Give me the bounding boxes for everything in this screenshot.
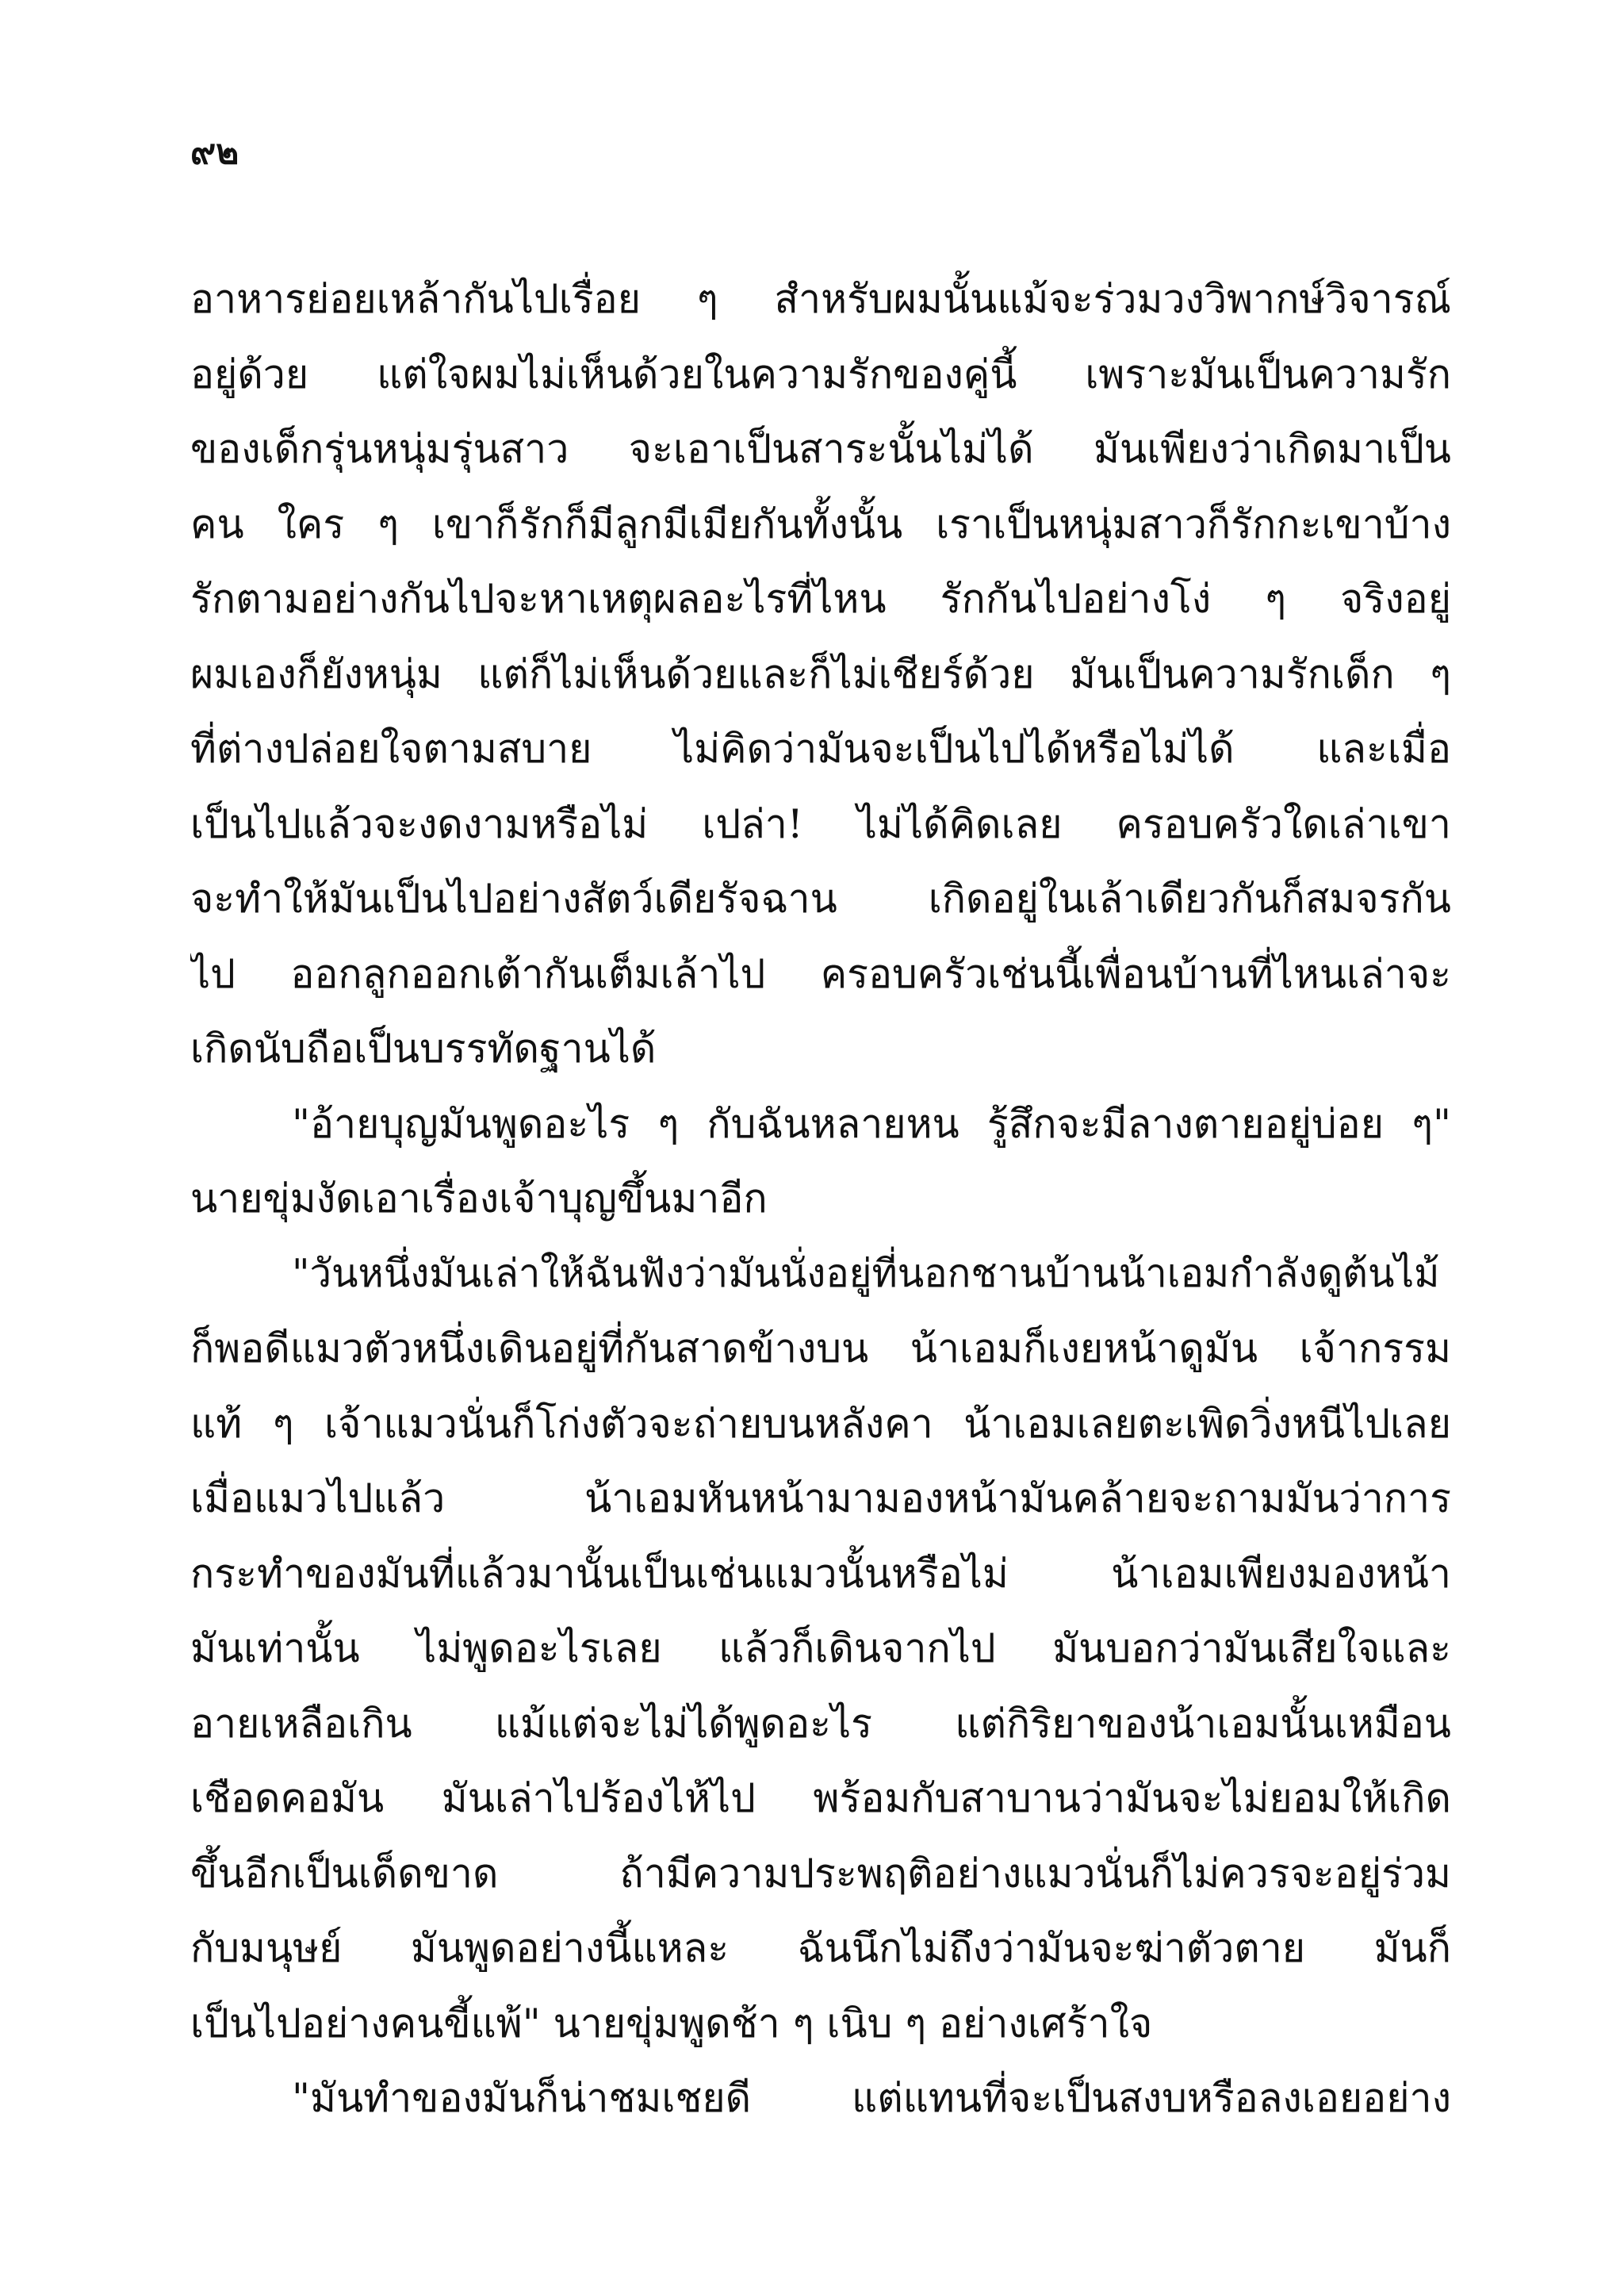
text-line: แท้ ๆ เจ้าแมวนั่นก็โก่งตัวจะถ่ายบนหลังคา น้าเอมเลยตะเพิดวิ่งหนีไปเลย [190, 1400, 1451, 1447]
text-line: ของเด็กรุ่นหนุ่มรุ่นสาว จะเอาเป็นสาระนั้นไม่ได้ มันเพียงว่าเกิดมาเป็น [190, 426, 1451, 472]
text-line: เมื่อแมวไปแล้ว น้าเอมหันหน้ามามองหน้ามันคล้ายจะถามมันว่าการ [190, 1475, 1451, 1521]
text-line: ผมเองก็ยังหนุ่ม แต่ก็ไม่เห็นด้วยและก็ไม่เชียร์ด้วย มันเป็นความรักเด็ก ๆ [190, 650, 1451, 697]
text-line: เป็นไปอย่างคนขี้แพ้" นายขุ่มพูดช้า ๆ เนิบ ๆ อย่างเศร้าใจ [190, 2000, 1153, 2046]
text-line: กระทำของมันที่แล้วมานั้นเป็นเช่นแมวนั้นหรือไม่ น้าเอมเพียงมองหน้า [190, 1550, 1451, 1597]
text-line: เชือดคอมัน มันเล่าไปร้องไห้ไป พร้อมกับสาบานว่ามันจะไม่ยอมให้เกิด [190, 1775, 1451, 1821]
text-line: กับมนุษย์ มันพูดอย่างนี้แหละ ฉันนึกไม่ถึงว่ามันจะฆ่าตัวตาย มันก็ [190, 1925, 1451, 1971]
text-line: คน ใคร ๆ เขาก็รักก็มีลูกมีเมียกันทั้งนั้น เราเป็นหนุ่มสาวก็รักกะเขาบ้าง [190, 501, 1451, 547]
text-line: อยู่ด้วย แต่ใจผมไม่เห็นด้วยในความรักของคู่นี้ เพราะมันเป็นความรัก [190, 351, 1451, 397]
text-line: "วันหนึ่งมันเล่าให้ฉันฟังว่ามันนั่งอยู่ที่นอกชานบ้านน้าเอมกำลังดูต้นไม้ [292, 1250, 1440, 1296]
text-line: จะทำให้มันเป็นไปอย่างสัตว์เดียรัจฉาน เกิดอยู่ในเล้าเดียวกันก็สมจรกัน [190, 876, 1451, 922]
page-number: ๙๒ [190, 132, 239, 172]
text-line: ที่ต่างปล่อยใจตามสบาย ไม่คิดว่ามันจะเป็นไปได้หรือไม่ได้ และเมื่อ [190, 726, 1451, 772]
text-line: เป็นไปแล้วจะงดงามหรือไม่ เปล่า! ไม่ได้คิดเลย ครอบครัวใดเล่าเขา [190, 800, 1451, 847]
text-line: รักตามอย่างกันไปจะหาเหตุผลอะไรที่ไหน รักกันไปอย่างโง่ ๆ จริงอยู่ [190, 576, 1451, 622]
text-line: "มันทำของมันก็น่าชมเชยดี แต่แทนที่จะเป็นสงบหรือลงเอยอย่าง [292, 2075, 1451, 2121]
text-line: ขึ้นอีกเป็นเด็ดขาด ถ้ามีความประพฤติอย่างแมวนั่นก็ไม่ควรจะอยู่ร่วม [190, 1850, 1451, 1897]
body-text [190, 262, 1451, 2136]
text-line: นายขุ่มงัดเอาเรื่องเจ้าบุญขึ้นมาอีก [190, 1176, 768, 1222]
text-line: มันเท่านั้น ไม่พูดอะไรเลย แล้วก็เดินจากไป มันบอกว่ามันเสียใจและ [190, 1625, 1451, 1671]
text-line: อาหารย่อยเหล้ากันไปเรื่อย ๆ สำหรับผมนั้นแม้จะร่วมวงวิพากษ์วิจารณ์ [190, 276, 1451, 322]
text-line: เกิดนับถือเป็นบรรทัดฐานได้ [190, 1026, 657, 1072]
text-line: อายเหลือเกิน แม้แต่จะไม่ได้พูดอะไร แต่กิริยาของน้าเอมนั้นเหมือน [190, 1700, 1451, 1747]
text-line: ไป ออกลูกออกเต้ากันเต็มเล้าไป ครอบครัวเช่นนี้เพื่อนบ้านที่ไหนเล่าจะ [190, 950, 1451, 997]
text-line: ก็พอดีแมวตัวหนึ่งเดินอยู่ที่กันสาดข้างบน น้าเอมก็เงยหน้าดูมัน เจ้ากรรม [190, 1325, 1451, 1371]
text-line: "อ้ายบุญมันพูดอะไร ๆ กับฉันหลายหน รู้สึกจะมีลางตายอยู่บ่อย ๆ" [292, 1100, 1451, 1147]
